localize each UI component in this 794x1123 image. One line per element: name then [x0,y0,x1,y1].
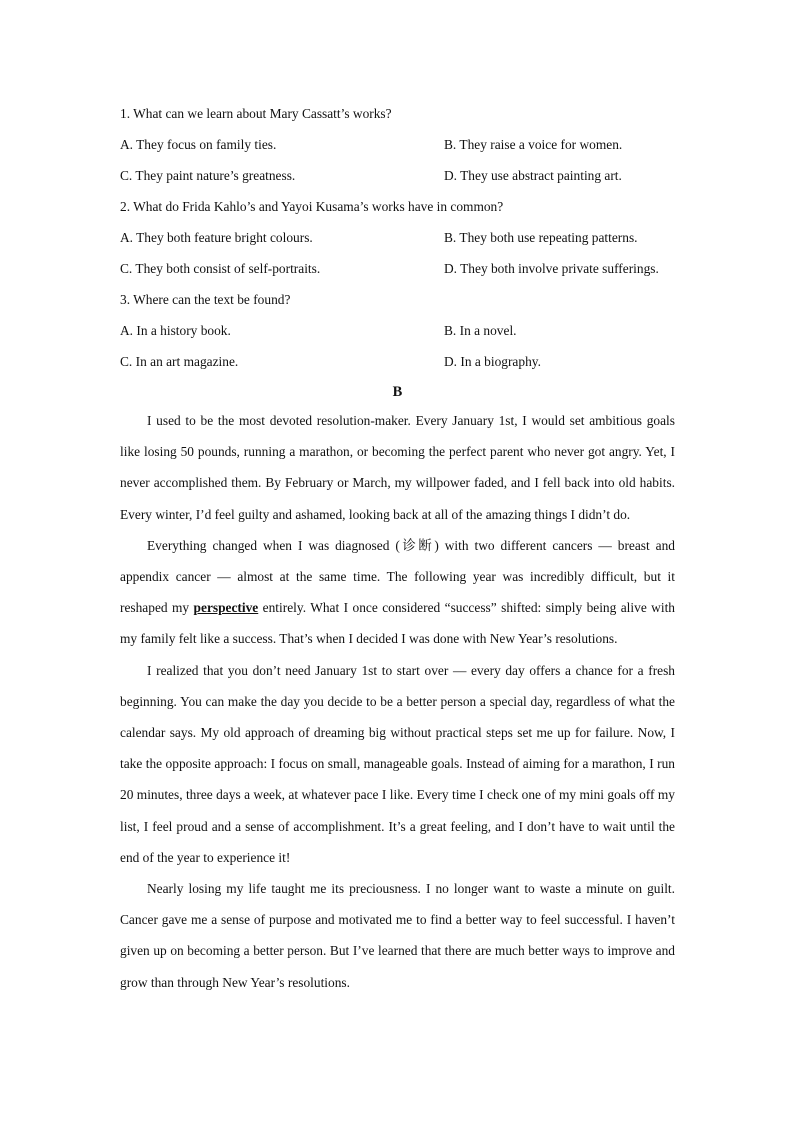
question-2-option-a: A. They both feature bright colours. [120,230,313,245]
passage-paragraph-1: I used to be the most devoted resolution-maker. Every January 1st, I would set ambitious goals like losing 50 pounds, running a marathon, or becoming the perfect parent who never got angry. Yet, I never accomplished them. By February or March, my willpower faded, and I fell back into old habits. Every winter, I’d feel guilty and ashamed, looking back at all of the amazing things I didn’t do. [120,413,675,522]
question-1-options-row-1 [120,129,675,160]
question-1-option-c: C. They paint nature’s greatness. [120,168,296,183]
question-1-option-a: A. They focus on family ties. [120,137,277,152]
section-b-title: B [392,384,403,400]
question-3-options-row-1 [120,315,675,346]
question-3-option-c: C. In an art magazine. [120,354,239,369]
question-3-option-b: B. In a novel. [444,323,517,338]
question-1-options-row-2 [120,160,675,191]
question-1-option-d: D. They use abstract painting art. [444,168,622,183]
question-3-options-row-2 [120,346,675,377]
question-2-options-row-2 [120,253,675,284]
document-page [120,98,675,998]
question-3-stem: 3. Where can the text be found? [120,292,291,307]
question-3-option-d: D. In a biography. [444,354,541,369]
question-1-stem: 1. What can we learn about Mary Cassatt’s works? [120,106,392,121]
question-2-option-c: C. They both consist of self-portraits. [120,261,321,276]
passage-paragraph-2 [120,530,675,655]
question-2-options-row-1 [120,222,675,253]
question-1-option-b: B. They raise a voice for women. [444,137,623,152]
passage-paragraph-4: Nearly losing my life taught me its preciousness. I no longer want to waste a minute on guilt. Cancer gave me a sense of purpose and motivated me to find a better way to feel successful. I haven’t given up on becoming a better person. But I’ve learned that there are much better ways to improve and grow than through New Year’s resolutions. [120,881,675,990]
question-2-option-d: D. They both involve private sufferings. [444,261,659,276]
paragraph-2-text-before: Everything changed when I was diagnosed (诊断) with two different cancers — breast and appendix cancer — almost at the same time. The following year was incredibly difficult, but it reshaped my [120,537,675,616]
question-2-stem: 2. What do Frida Kahlo’s and Yayoi Kusama’s works have in common? [120,199,504,214]
passage-paragraph-3: I realized that you don’t need January 1st to start over — every day offers a chance for a fresh beginning. You can make the day you decide to be a better person a special day, regardless of what the calendar says. My old approach of dreaming big without practical steps set me up for failure. Now, I take the opposite approach: I focus on small, manageable goals. Instead of aiming for a marathon, I run 20 minutes, three days a week, at whatever pace I like. Every time I check one of my mini goals off my list, I feel proud and a sense of accomplishment. It’s a great feeling, and I don’t have to wait until the end of the year to experience it! [120,662,675,865]
question-3-option-a: A. In a history book. [120,323,231,338]
keyword-perspective: perspective [193,600,259,616]
question-2-option-b: B. They both use repeating patterns. [444,230,638,245]
paragraph-2-text-after: entirely. What I once considered “success” shifted: simply being alive with my family felt like a success. That’s when I decided I was done with New Year’s resolutions. [120,600,675,647]
